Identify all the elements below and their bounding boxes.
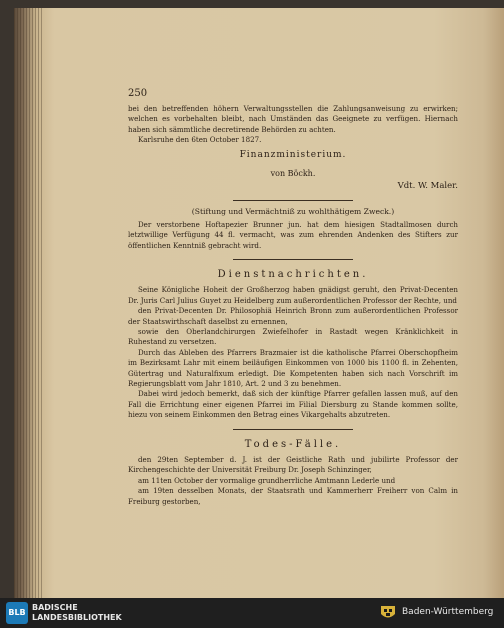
date-line: Karlsruhe den 6ten October 1827. (138, 135, 262, 145)
foundation-text: Der verstorbene Hoftapezier Brunner jun. hat dem hiesigen Stadtallmosen durch letztwillige Verfügung 44 fl. vermacht, was zum ehrenden Andenken des Stifters zur öffentlichen Kenntniß gebracht wird. (128, 219, 458, 250)
page-number: 250 (128, 88, 148, 99)
library-name-line2: LANDESBIBLIOTHEK (32, 613, 122, 622)
service-paragraph: sowie den Oberlandchirurgen Zwiefelhofer in Rastadt wegen Kränklichkeit in Ruhestand zu versetzen. (128, 327, 458, 347)
death-entry: am 11ten October der vormalige grundherrliche Amtmann Lederle und (138, 475, 396, 485)
foundation-heading: (Stiftung und Vermächtniß zu wohlthätigem Zweck.) (191, 207, 395, 217)
library-name[interactable] (32, 603, 122, 623)
ministry-title: Finanzministerium. (239, 149, 347, 160)
blb-logo[interactable]: BLB (6, 602, 28, 624)
section-heading-service: Dienstnachrichten. (217, 268, 369, 280)
divider (233, 429, 353, 430)
death-entry: den 29ten September d. J. ist der Geistliche Rath und jubilirte Professor der Kirchengeschichte der Universität Freiburg Dr. Joseph Schinzinger, (128, 455, 458, 475)
paragraph: bei den betreffenden höhern Verwaltungsstellen die Zahlungsanweisung zu erwirken; welchen es vorbehalten bleibt, nach Umständen das Geeignete zu verfügen. Hiernach haben sich sämmtliche decretirende Behörden zu achten. (128, 104, 458, 134)
service-paragraph: Seine Königliche Hoheit der Großherzog haben gnädigst geruht, den Privat-Decenten Dr. Juris Carl Julius Guyet zu Heidelberg zum außerordentlichen Professor der Rechte, und (128, 285, 458, 305)
library-name-line1: BADISCHE (32, 603, 78, 612)
service-paragraph: den Privat-Decenten Dr. Philosophiä Heinrich Bronn zum außerordentlichen Professor der Staatswirthschaft daselbst zu ernennen, (128, 306, 458, 326)
death-entry: am 19ten desselben Monats, der Staatsrath und Kammerherr Freiherr von Calm in Freiburg gestorben, (128, 486, 458, 506)
divider (233, 259, 353, 260)
service-paragraph: Durch das Ableben des Pfarrers Brazmaier ist die katholische Pfarrei Oberschopfheim im Bezirksamt Lahr mit einem beiläufigen Einkommen von 1000 bis 1100 fl. in Zehenten, Gütertrag und Naturalfixum erledigt. Die Kompetenten haben sich nach Vorschrift im Regierungsblatt vom Jahr 1810, Art. 2 und 3 zu benehmen. (128, 347, 458, 389)
coat-of-arms-icon (378, 604, 398, 622)
section-heading-deaths: Todes-Fälle. (244, 438, 342, 450)
state-name[interactable]: Baden-Württemberg (402, 607, 494, 617)
document-text (128, 104, 458, 507)
signature: Vdt. W. Maler. (397, 181, 458, 192)
ministry-signatory: von Böckh. (270, 169, 316, 179)
divider (233, 200, 353, 201)
viewer-footer (0, 598, 504, 628)
page-edges (14, 8, 44, 598)
service-paragraph: Dabei wird jedoch bemerkt, daß sich der künftige Pfarrer gefallen lassen muß, auf den Fall die Errichtung einer eigenen Pfarrei im Filial Diersburg zu Stande kommen sollte, hiezu von seinem Einkommen den Betrag eines Vikargehalts abzutreten. (128, 389, 458, 420)
